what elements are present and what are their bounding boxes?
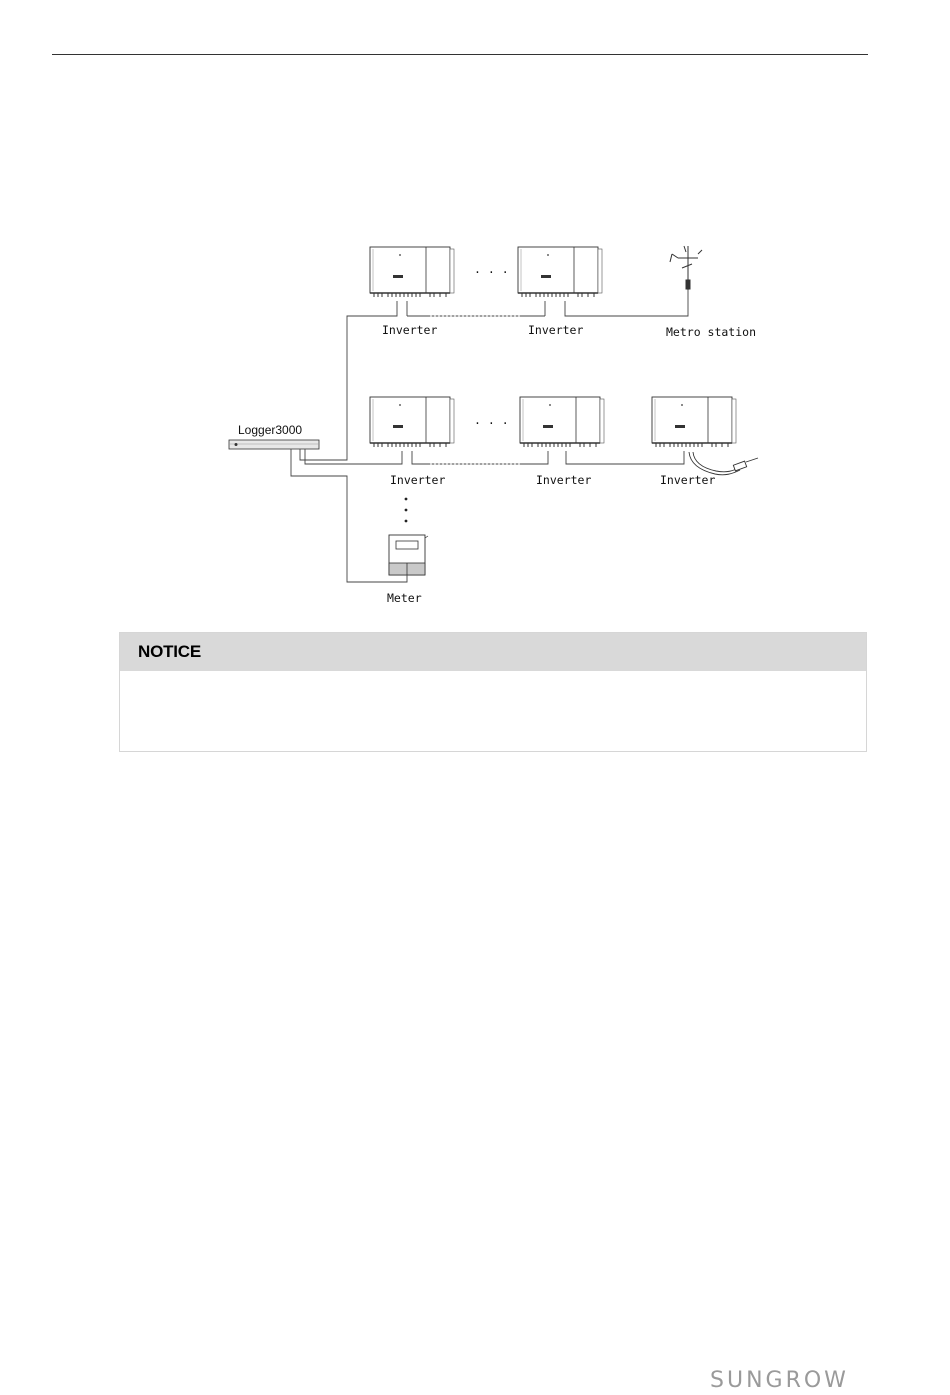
- inverter-bottom-3-icon: [652, 397, 736, 447]
- brand-logo: SUNGROW: [710, 1368, 849, 1393]
- connection-lines: [291, 290, 688, 582]
- ellipsis-top: · · ·: [474, 265, 509, 279]
- inverter-top-2-icon: [518, 247, 602, 297]
- weather-station-icon: [670, 246, 702, 290]
- communication-diagram: [0, 0, 950, 620]
- label-inverter-top-1: Inverter: [382, 323, 438, 337]
- sensor-cable-icon: [689, 452, 758, 475]
- logger-device-icon: [229, 440, 319, 449]
- label-inverter-bottom-3: Inverter: [660, 473, 716, 487]
- notice-title: NOTICE: [138, 642, 202, 661]
- label-inverter-bottom-1: Inverter: [390, 473, 446, 487]
- label-inverter-bottom-2: Inverter: [536, 473, 592, 487]
- notice-header: [120, 633, 866, 671]
- notice-box: [119, 632, 867, 752]
- label-metro-station: Metro station: [666, 325, 757, 339]
- inverter-bottom-1-icon: [370, 397, 454, 447]
- label-inverter-top-2: Inverter: [528, 323, 584, 337]
- ellipsis-bottom: · · ·: [474, 416, 509, 430]
- inverter-top-1-icon: [370, 247, 454, 297]
- inverter-bottom-2-icon: [520, 397, 604, 447]
- meter-icon: [389, 535, 428, 575]
- label-logger: Logger3000: [238, 423, 303, 437]
- label-meter: Meter: [387, 591, 422, 605]
- vertical-ellipsis: [405, 498, 408, 523]
